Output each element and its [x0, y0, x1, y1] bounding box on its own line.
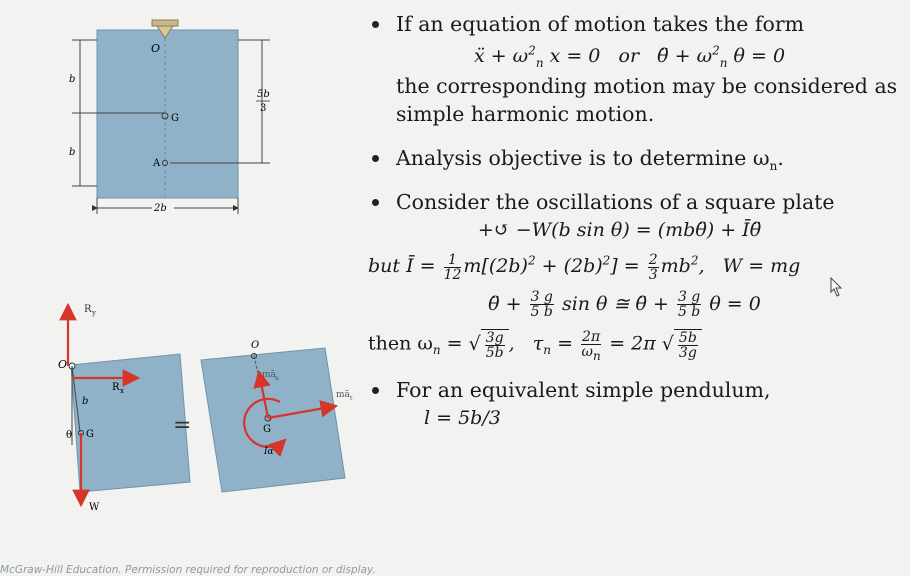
bullet-1-text-2: the corresponding motion may be considered as simple harmonic motion.	[396, 74, 898, 126]
label-5b-num: 5b	[257, 89, 270, 100]
bullet-1-text: If an equation of motion takes the form	[396, 12, 805, 36]
bullet-square-plate	[368, 188, 903, 363]
figure	[0, 0, 370, 576]
pendulum-length-equation: l = 5b/3	[424, 406, 501, 429]
label-b-lower: b	[69, 147, 76, 158]
label-A: A	[153, 158, 161, 169]
label-mat: mā	[336, 390, 350, 400]
bullet-objective: Analysis objective is to determine $\omega_n$.	[368, 144, 903, 172]
bullet-3-text: Consider the oscillations of a square plate	[396, 190, 835, 214]
moment-equation: +↺ −W(b sin θ) = (mbθ̈) + Īθ̈	[477, 219, 762, 241]
label-man: mā	[262, 370, 276, 380]
inertia-equation: but Ī = $\frac{1}{12}$ $m[(2b)^2 + (2b)^2]$ = $\frac{2}{3}$ $mb^2$, W = mg	[368, 251, 801, 283]
label-Rx: R	[112, 382, 120, 393]
slide-content	[368, 10, 903, 432]
label-man-sub: n	[275, 375, 279, 382]
label-O-right: O	[251, 340, 260, 351]
label-b: b	[82, 396, 89, 407]
label-G: G	[171, 113, 179, 124]
bullet-4-text: For an equivalent simple pendulum,	[396, 377, 771, 402]
bullet-pendulum	[368, 376, 903, 432]
label-I-alpha: Īα	[264, 447, 274, 457]
label-theta: θ	[66, 430, 73, 441]
linearized-equation: θ̈ + $\frac{3 g}{5 b}$ sin θ ≅ θ̈ + $\frac{3 g}{5 b}$ θ = 0	[488, 289, 761, 320]
label-b-upper: b	[69, 74, 76, 85]
label-mat-sub: t	[350, 395, 353, 402]
label-Ry-sub: y	[92, 309, 96, 317]
kinetic-diagram	[201, 340, 353, 492]
equals-sign: =	[173, 413, 192, 438]
free-body-diagram	[58, 304, 190, 513]
bullet-shm-form	[368, 10, 903, 128]
label-Rx-sub: x	[120, 387, 124, 395]
shm-equation: ẍ + $\omega^2_n$ x = 0 or θ̈ + $\omega^2_n$ θ = 0	[473, 43, 786, 70]
label-5b-den: 3	[260, 103, 267, 114]
label-G-right: G	[263, 424, 271, 435]
label-O: O	[151, 42, 161, 55]
label-W: W	[89, 502, 100, 513]
label-2b: 2b	[154, 203, 167, 214]
copyright-footer: McGraw-Hill Education. Permission required for reproduction or display.	[0, 564, 376, 576]
label-G-left: G	[86, 429, 94, 440]
top-square-plate	[69, 20, 270, 214]
mouse-cursor-icon	[828, 277, 848, 299]
label-Ry: R	[84, 304, 92, 315]
natural-frequency-equation: then $\omega_n$ = √ $\frac{3g}{5b}$ , $\tau_n$ = $\frac{2\pi}{\omega_n}$ = 2π √ $\frac{5b}{3g}$	[368, 329, 903, 360]
label-O-left: O	[58, 358, 68, 371]
